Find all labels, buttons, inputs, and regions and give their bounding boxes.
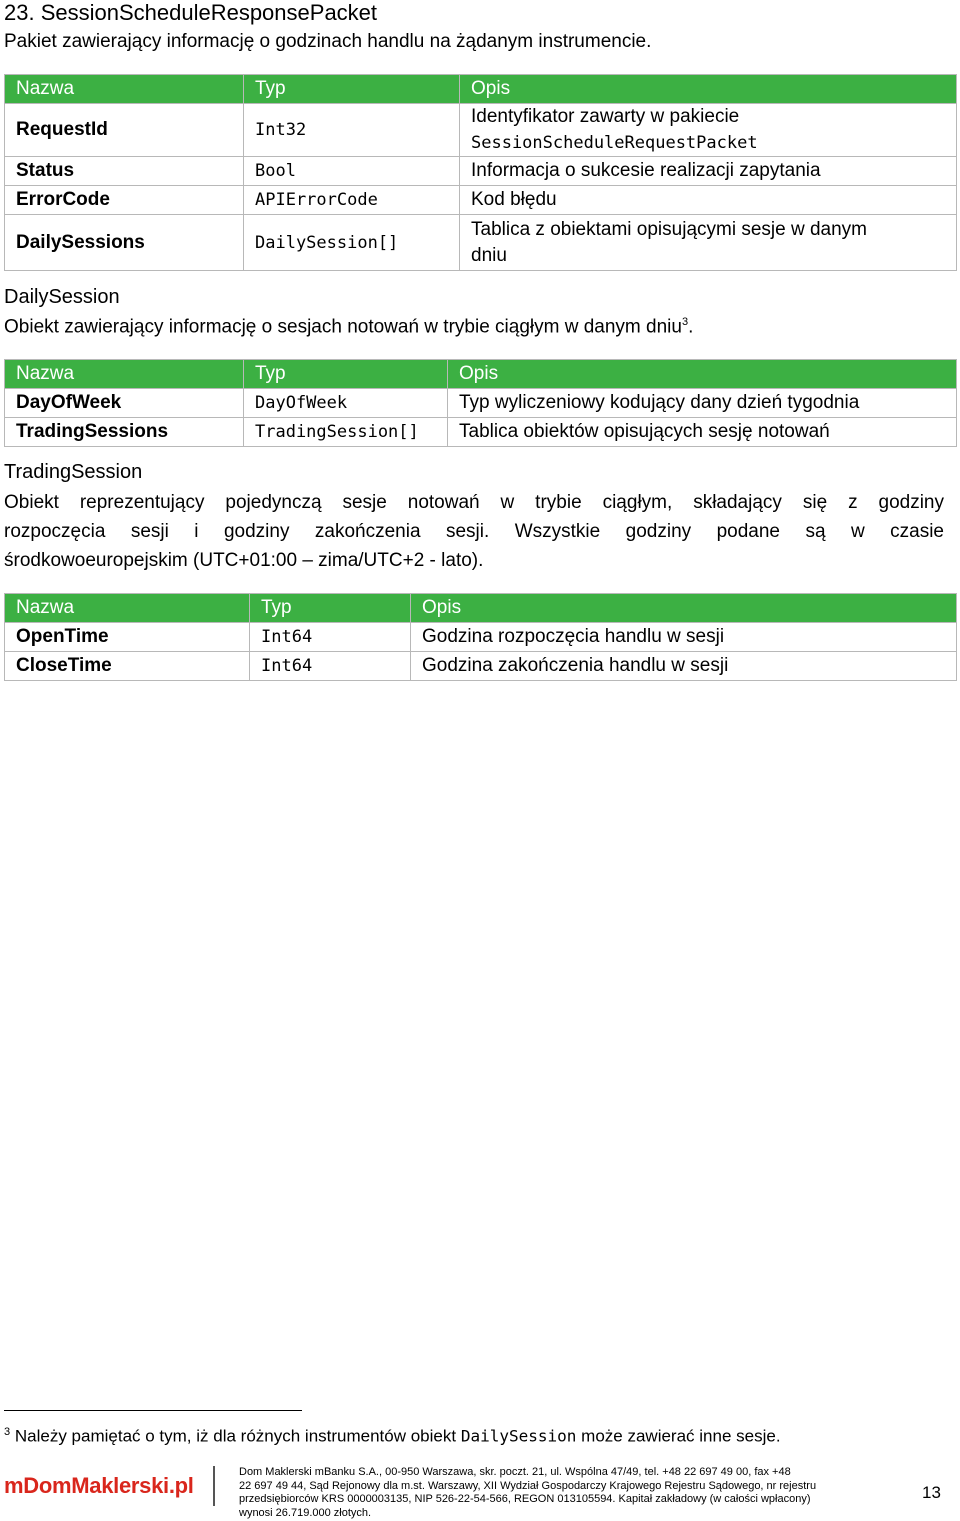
brand-logo[interactable]: mDomMaklerski.pl bbox=[4, 1473, 194, 1498]
table-row bbox=[5, 104, 957, 157]
header-type: Typ bbox=[244, 75, 460, 104]
field-desc-text: Tablica z obiektami opisującymi sesje w danym bbox=[471, 218, 867, 240]
footer-divider bbox=[213, 1466, 215, 1506]
footnote-number: 3 bbox=[4, 1426, 11, 1438]
field-name: CloseTime bbox=[5, 652, 250, 681]
field-type: Int64 bbox=[250, 652, 411, 681]
footnote-code: DailySession bbox=[460, 1426, 577, 1446]
field-desc: Godzina rozpoczęcia handlu w sesji bbox=[411, 623, 957, 652]
footnote bbox=[4, 1426, 781, 1447]
trading-session-line: Obiekt reprezentujący pojedynczą sesje notowań w trybie ciągłym, składający się z godziny bbox=[4, 492, 944, 513]
header-desc: Opis bbox=[411, 594, 957, 623]
field-name: Status bbox=[5, 157, 244, 186]
legal-line: wynosi 26.719.000 złotych. bbox=[239, 1506, 372, 1519]
table-row bbox=[5, 157, 957, 186]
field-type: Bool bbox=[244, 157, 460, 186]
header-type: Typ bbox=[250, 594, 411, 623]
legal-line: przedsiębiorców KRS 0000003135, NIP 526-22-54-566, REGON 013105594. Kapitał zakładowy (w całości wpłacony) bbox=[239, 1493, 811, 1505]
section-intro: Pakiet zawierający informację o godzinach handlu na żądanym instrumencie. bbox=[4, 31, 652, 52]
field-desc: Kod błędu bbox=[460, 186, 957, 215]
legal-line: Dom Maklerski mBanku S.A., 00-950 Warszawa, skr. poczt. 21, ul. Wspólna 47/49, tel. +48 22 697 49 00, fax +48 bbox=[239, 1466, 791, 1478]
field-desc: Godzina zakończenia handlu w sesji bbox=[411, 652, 957, 681]
field-name: ErrorCode bbox=[5, 186, 244, 215]
field-type: TradingSession[] bbox=[244, 418, 448, 447]
field-name: DailySessions bbox=[5, 215, 244, 271]
daily-session-text bbox=[4, 316, 693, 338]
daily-session-desc: Obiekt zawierający informację o sesjach notowań w trybie ciągłym w danym dniu bbox=[4, 316, 682, 338]
header-desc: Opis bbox=[448, 360, 957, 389]
field-name: OpenTime bbox=[5, 623, 250, 652]
field-desc bbox=[460, 215, 957, 271]
field-desc: Tablica obiektów opisujących sesję notowań bbox=[448, 418, 957, 447]
field-desc-code: SessionScheduleRequestPacket bbox=[471, 133, 758, 153]
footnote-text-end: może zawierać inne sesje. bbox=[581, 1426, 781, 1446]
footnote-ref[interactable]: 3 bbox=[681, 316, 689, 328]
field-type: DayOfWeek bbox=[244, 389, 448, 418]
header-name: Nazwa bbox=[5, 360, 244, 389]
trading-session-text bbox=[4, 488, 944, 575]
header-name: Nazwa bbox=[5, 75, 244, 104]
field-type: DailySession[] bbox=[244, 215, 460, 271]
fields-table-daily-session bbox=[4, 359, 957, 447]
footnote-separator bbox=[4, 1410, 302, 1411]
page-number: 13 bbox=[922, 1483, 941, 1502]
field-type: Int32 bbox=[244, 104, 460, 157]
footer-legal bbox=[239, 1466, 899, 1520]
header-desc: Opis bbox=[460, 75, 957, 104]
field-desc-text: Identyfikator zawarty w pakiecie bbox=[471, 106, 740, 127]
section-title: 23. SessionScheduleResponsePacket bbox=[4, 0, 378, 25]
daily-session-period: . bbox=[688, 316, 694, 338]
trading-session-line: rozpoczęcia sesji i godziny zakończenia sesji. Wszystkie godziny podane są w czasie bbox=[4, 521, 944, 542]
legal-line: 22 697 49 44, Sąd Rejonowy dla m.st. Warszawy, XII Wydział Gospodarczy Krajowego Rejestru Sądowego, nr rejestru bbox=[239, 1479, 817, 1492]
header-type: Typ bbox=[244, 360, 448, 389]
table-row bbox=[5, 215, 957, 271]
header-name: Nazwa bbox=[5, 594, 250, 623]
field-desc bbox=[460, 104, 957, 157]
table-row bbox=[5, 389, 957, 418]
fields-table-trading-session bbox=[4, 593, 957, 681]
field-type: APIErrorCode bbox=[244, 186, 460, 215]
trading-session-line: środkowoeuropejskim (UTC+01:00 – zima/UTC+2 - lato). bbox=[4, 550, 484, 571]
field-type: Int64 bbox=[250, 623, 411, 652]
trading-session-heading: TradingSession bbox=[4, 461, 143, 483]
table-row bbox=[5, 418, 957, 447]
field-name: TradingSessions bbox=[5, 418, 244, 447]
daily-session-heading: DailySession bbox=[4, 286, 120, 308]
table-row bbox=[5, 652, 957, 681]
table-header-row bbox=[5, 594, 957, 623]
fields-table-response bbox=[4, 74, 957, 271]
table-header-row bbox=[5, 360, 957, 389]
table-row bbox=[5, 186, 957, 215]
field-desc: Typ wyliczeniowy kodujący dany dzień tygodnia bbox=[448, 389, 957, 418]
field-desc: Informacja o sukcesie realizacji zapytania bbox=[460, 157, 957, 186]
field-name: RequestId bbox=[5, 104, 244, 157]
table-header-row bbox=[5, 75, 957, 104]
footnote-text: Należy pamiętać o tym, iż dla różnych instrumentów obiekt bbox=[14, 1426, 457, 1446]
table-row bbox=[5, 623, 957, 652]
field-desc-text-cont: dniu bbox=[471, 244, 507, 266]
field-name: DayOfWeek bbox=[5, 389, 244, 418]
